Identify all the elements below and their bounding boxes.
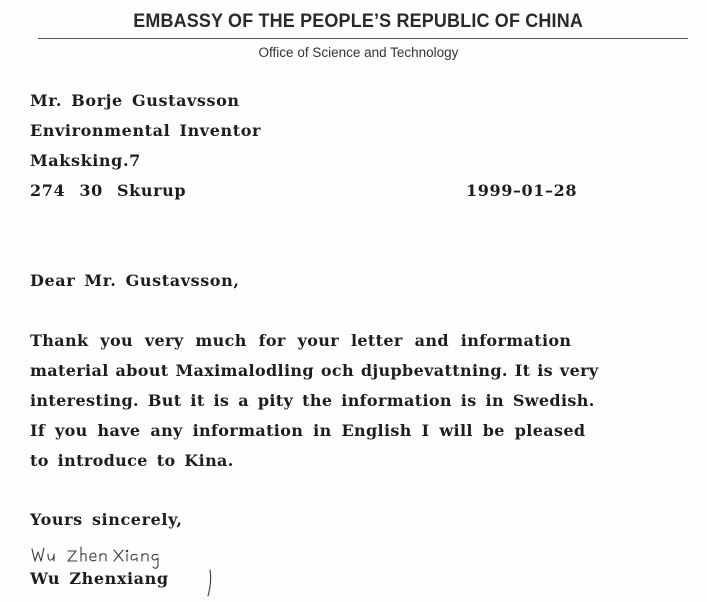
closing: Yours sincerely, bbox=[30, 510, 183, 529]
body-line: If you have any information in English I will be pleased bbox=[30, 421, 586, 440]
signer-name: Wu Zhenxiang bbox=[30, 569, 169, 588]
salutation: Dear Mr. Gustavsson, bbox=[30, 271, 240, 290]
letterhead-subtitle: Office of Science and Technology bbox=[258, 45, 459, 60]
recipient-name: Mr. Borje Gustavsson bbox=[30, 91, 240, 110]
recipient-postal: 274 30 Skurup bbox=[30, 181, 187, 200]
recipient-title: Environmental Inventor bbox=[30, 121, 262, 140]
body-line: material about Maximalodling och djupbevattning. It is very bbox=[30, 361, 599, 380]
letter-date: 1999–01–28 bbox=[466, 181, 578, 200]
recipient-street: Maksking.7 bbox=[30, 151, 141, 170]
body-line: Thank you very much for your letter and information bbox=[30, 331, 572, 350]
letterhead-divider bbox=[38, 38, 688, 39]
body-line: to introduce to Kina. bbox=[30, 451, 234, 470]
body-line: interesting. But it is a pity the information is in Swedish. bbox=[30, 391, 595, 410]
letterhead-title: EMBASSY OF THE PEOPLE’S REPUBLIC OF CHINA bbox=[133, 10, 583, 32]
